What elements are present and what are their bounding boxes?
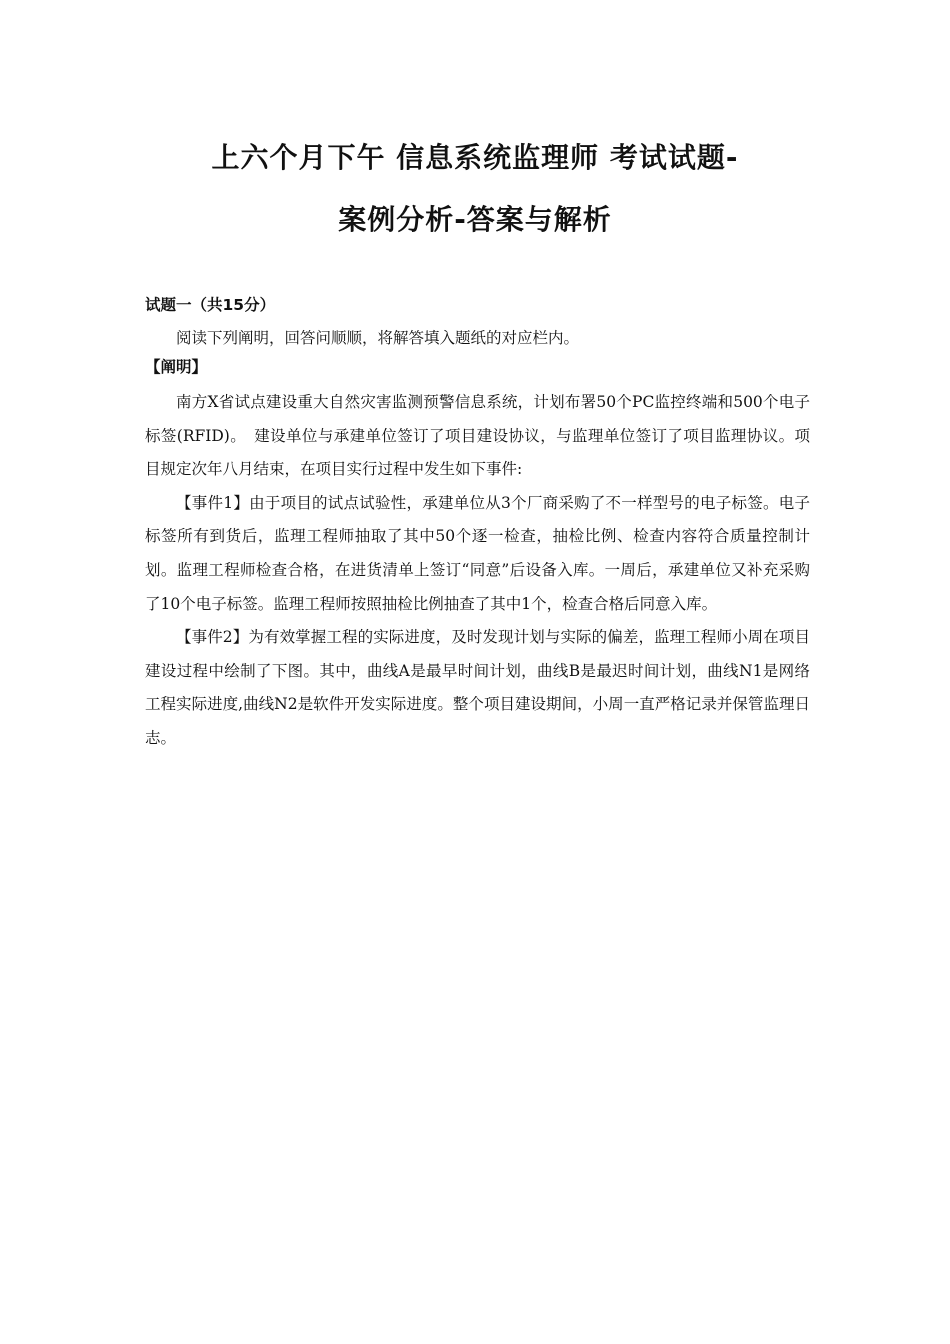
question-1-instruction: 阅读下列阐明，回答问顺顺，将解答填入题纸的对应栏内。 — [176, 329, 580, 347]
scenario-paragraph: 南方X省试点建设重大自然灾害监测预警信息系统，计划布署50个PC监控终端和500个电子标签(RFID)。 建设单位与承建单位签订了项目建设协议，与监理单位签订了项目监理协议。项目规定次年八月结束，在项目实行过程中发生如下事件: — [145, 393, 810, 479]
event-2-paragraph: 【事件2】为有效掌握工程的实际进度，及时发现计划与实际的偏差，监理工程师小周在项目建设过程中绘制了下图。其中，曲线A是最早时间计划，曲线B是最迟时间计划，曲线N1是网络工程实际进度,曲线N2是软件开发实际进度。整个项目建设期间，小周一直严格记录并保管监理日志。 — [145, 628, 810, 747]
document-title-line-2: 案例分析-答案与解析 — [338, 203, 612, 236]
explanation-label: 【阐明】 — [145, 358, 208, 376]
event-1-paragraph: 【事件1】由于项目的试点试验性，承建单位从3个厂商采购了不一样型号的电子标签。电子标签所有到货后，监理工程师抽取了其中50个逐一检查，抽检比例、检查内容符合质量控制计划。监理工程师检查合格，在进货清单上签订“同意”后设备入库。一周后，承建单位又补充采购了10个电子标签。监理工程师按照抽检比例抽查了其中1个，检查合格后同意入库。 — [145, 493, 810, 613]
document-title-line-1: 上六个月下午 信息系统监理师 考试试题- — [211, 141, 739, 174]
question-1-section — [145, 292, 810, 756]
question-1-heading: 试题一（共15分） — [145, 296, 276, 314]
